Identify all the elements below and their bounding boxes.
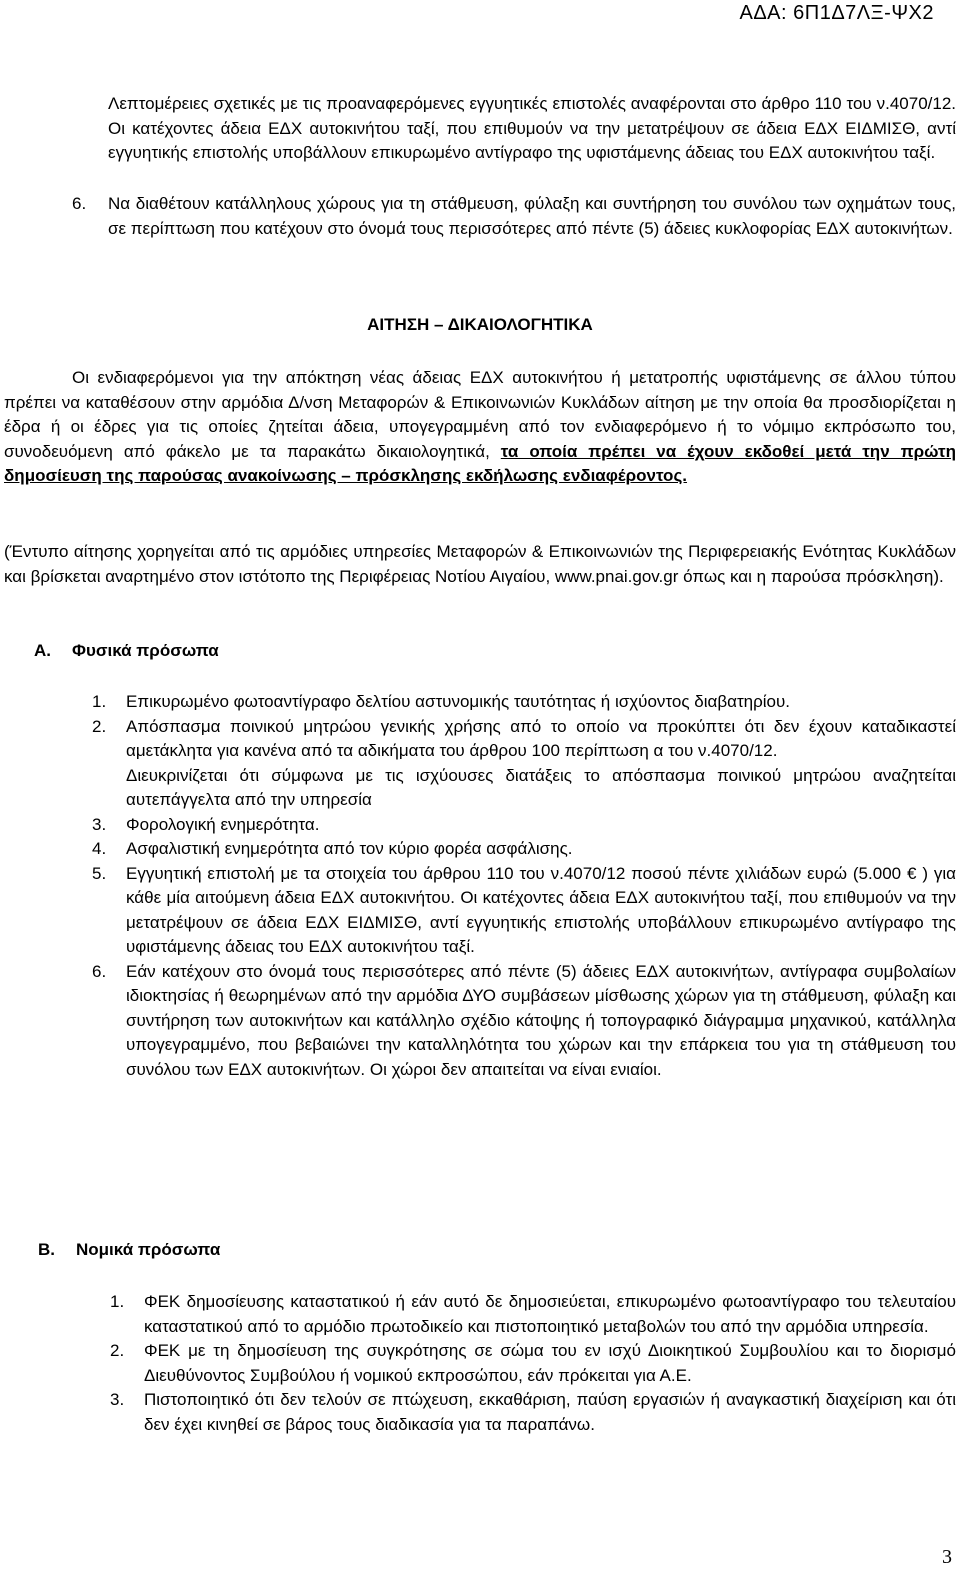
section-a-heading — [34, 641, 219, 661]
item-number: 1. — [92, 692, 107, 711]
item-text: ΦΕΚ με τη δημοσίευση της συγκρότησης σε σώμα του εν ισχύ Διοικητικού Συμβουλίου και το διορισμό Διευθύνοντος Συμβούλου ή νομικού εκπροσώπου, εάν πρόκειται για Α.Ε. — [144, 1341, 956, 1385]
page-number: 3 — [942, 1546, 952, 1568]
item-number: 4. — [92, 839, 107, 858]
item-text: Πιστοποιητικό ότι δεν τελούν σε πτώχευση, εκκαθάριση, παύση εργασιών ή αναγκαστική διαχείριση και ότι δεν έχει κινηθεί σε βάρος τους διαδικασία για τα παραπάνω. — [144, 1390, 956, 1434]
list-item — [92, 813, 956, 838]
item-number: 6. — [72, 194, 87, 213]
list-item — [92, 715, 956, 813]
item-number: 1. — [110, 1292, 125, 1311]
item-text: Ασφαλιστική ενημερότητα από τον κύριο φορέα ασφάλισης. — [126, 839, 573, 858]
intro-paragraph: Λεπτομέρειες σχετικές με τις προαναφερόμενες εγγυητικές επιστολές αναφέρονται στο άρθρο 110 του ν.4070/12. Οι κατέχοντες άδεια ΕΔΧ αυτοκινήτου ταξί, που επιθυμούν να την μετατρέψουν σε άδεια ΕΔΧ ΕΙΔΜΙΣΘ, αντί εγγυητικής επιστολής υποβάλλουν επικυρωμένο αντίγραφο της υφιστάμενης άδειας του ΕΔΧ αυτοκινήτου ταξί. — [108, 94, 956, 162]
section-letter: Α. — [34, 641, 51, 660]
item-text: Απόσπασμα ποινικού μητρώου γενικής χρήσης από το οποίο να προκύπτει ότι δεν έχουν καταδικαστεί αμετάκλητα για κανένα από τα αδικήματα του άρθρου 100 περίπτωση α του ν.4070/12. — [126, 716, 956, 760]
item-text: Εγγυητική επιστολή με τα στοιχεία του άρθρου 110 του ν.4070/12 ποσού πέντε χιλιάδων ευρώ (5.000 € ) για κάθε μία αιτούμενη άδεια ΕΔΧ αυτοκινήτου. Οι κατέχοντες άδεια ΕΔΧ αυτοκινήτου ταξί, που επιθυμούν να την μετατρέψουν σε άδεια ΕΔΧ ΕΙΔΜΙΣΘ, αντί εγγυητικής επιστολής υποβάλλουν επικυρωμένο αντίγραφο της υφιστάμενης άδειας του ΕΔΧ αυτοκινήτου ταξί. — [126, 863, 956, 956]
list-item — [92, 690, 956, 715]
paragraph-text: Οι ενδιαφερόμενοι για την απόκτηση νέας άδειας ΕΔΧ αυτοκινήτου ή μετατροπής υφιστάμενης σε άλλου τύπου πρέπει να καταθέσουν στην αρμόδια Δ/νση Μεταφορών & Επικοινωνιών Κυκλάδων αίτηση με την οποία θα προσδιορίζεται η έδρα ή οι έδρες για τις οποίες ζητείται άδεια, υπογεγραμμένη από τον ενδιαφερόμενο ή το νόμιμο εκπρόσωπο του, συνοδευόμενη από φάκελο με τα παρακάτω δικαιολογητικά, — [4, 368, 956, 461]
ada-reference: ΑΔΑ: 6Π1Δ7ΛΞ-ΨΧ2 — [739, 2, 934, 24]
item-number: 5. — [92, 863, 107, 883]
item-number: 3. — [110, 1390, 125, 1409]
section-title: ΑΙΤΗΣΗ – ΔΙΚΑΙΟΛΟΓΗΤΙΚΑ — [367, 315, 593, 334]
natural-persons-list — [92, 690, 956, 1082]
item-text: Φορολογική ενημερότητα. — [126, 814, 320, 834]
item-text: Επικυρωμένο φωτοαντίγραφο δελτίου αστυνομικής ταυτότητας ή ισχύοντος διαβατηρίου. — [126, 692, 791, 711]
list-item — [92, 837, 956, 862]
section-b-heading — [38, 1240, 220, 1260]
legal-entities-list — [110, 1290, 956, 1437]
item-note: Διευκρινίζεται ότι σύμφωνα με τις ισχύουσες διατάξεις το απόσπασμα ποινικού μητρώου αναζητείται αυτεπάγγελτα από την υπηρεσία — [126, 765, 956, 809]
section-heading-text: Φυσικά πρόσωπα — [72, 641, 219, 660]
list-item — [110, 1290, 956, 1339]
list-item — [92, 960, 956, 1083]
application-paragraph — [4, 366, 956, 489]
requirement-item-6 — [72, 192, 956, 241]
item-text: Να διαθέτουν κατάλληλους χώρους για τη στάθμευση, φύλαξη και συντήρηση του συνόλου των οχημάτων τους, σε περίπτωση που κατέχουν στο όνομά τους περισσότερες από πέντε (5) άδειες κυκλοφορίας ΕΔΧ αυτοκινήτων. — [108, 194, 956, 238]
item-number: 6. — [92, 961, 107, 981]
form-note: (Έντυπο αίτησης χορηγείται από τις αρμόδιες υπηρεσίες Μεταφορών & Επικοινωνιών της Περιφερειακής Ενότητας Κυκλάδων και βρίσκεται αναρτημένο στον ιστότοπο της Περιφέρειας Νοτίου Αιγαίου, www.pnai.gov.gr όπως και η παρούσα πρόσκληση). — [4, 542, 956, 586]
section-letter: Β. — [38, 1240, 55, 1259]
list-item — [110, 1388, 956, 1437]
paragraph-emphasis: τα οποία πρέπει να έχουν εκδοθεί μετά την πρώτη δημοσίευση της παρούσας ανακοίνωσης – πρόσκλησης εκδήλωσης ενδιαφέροντος. — [4, 441, 956, 485]
item-number: 2. — [110, 1341, 125, 1360]
list-item — [92, 862, 956, 960]
list-item — [110, 1339, 956, 1388]
item-text: ΦΕΚ δημοσίευσης καταστατικού ή εάν αυτό δε δημοσιεύεται, επικυρωμένο φωτοαντίγραφο του τελευταίου καταστατικού από το αρμόδιο πρωτοδικείο και πιστοποιητικό μεταβολών του από την αρμόδια υπηρεσία. — [144, 1292, 956, 1336]
section-heading-text: Νομικά πρόσωπα — [76, 1240, 221, 1259]
item-number: 3. — [92, 814, 107, 834]
item-text: Εάν κατέχουν στο όνομά τους περισσότερες από πέντε (5) άδειες ΕΔΧ αυτοκινήτων, αντίγραφα συμβολαίων ιδιοκτησίας ή θεωρημένων από την αρμόδια ΔΥΟ συμβάσεων μίσθωσης χώρων για τη στάθμευση, φύλαξη και συντήρηση των αυτοκινήτων και κατάλληλο σχέδιο κάτοψης ή τοπογραφικό διάγραμμα μηχανικού, κατάλληλα υπογεγραμμένο, που βεβαιώνει την καταλληλότητα του χώρων και την επάρκεια του για τη στάθμευση του συνόλου των ΕΔΧ αυτοκινήτων. Οι χώροι δεν απαιτείται να είναι ενιαίοι. — [126, 961, 956, 1079]
item-number: 2. — [92, 716, 107, 736]
